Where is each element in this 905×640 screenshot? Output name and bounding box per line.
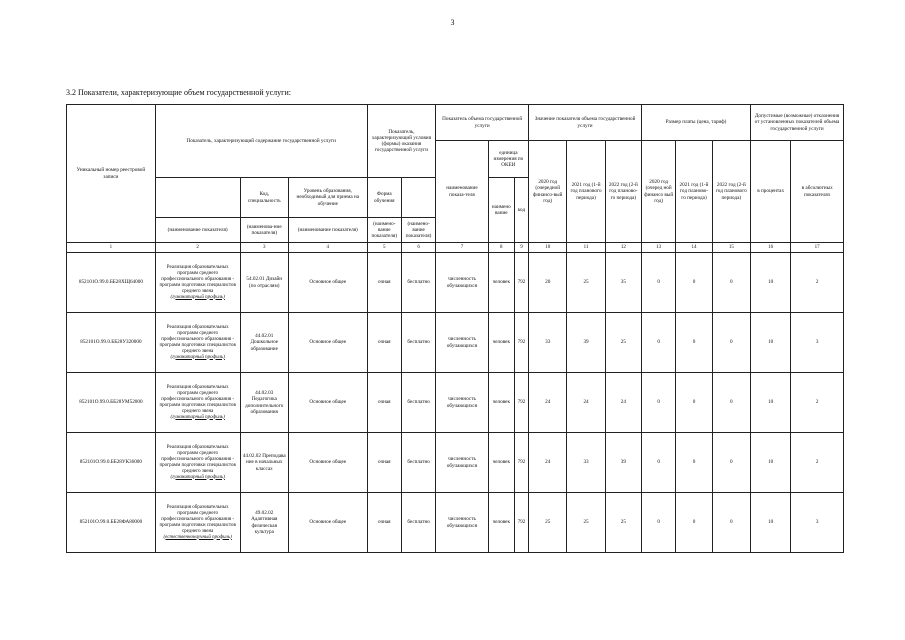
column-number: 3 xyxy=(240,243,288,253)
deviation-percent: 10 xyxy=(751,493,791,553)
header-blank-conditions xyxy=(401,178,435,218)
column-number: 10 xyxy=(529,243,567,253)
header-specialty: Код, специальность xyxy=(240,178,288,218)
fee-2020: 0 xyxy=(642,373,676,433)
education-level-cell: Основное общее xyxy=(288,373,367,433)
value-2021: 25 xyxy=(567,493,605,553)
column-number: 12 xyxy=(605,243,641,253)
unit-cell: человек xyxy=(488,253,514,313)
okei-code-cell: 792 xyxy=(514,493,528,553)
fee-2022: 0 xyxy=(712,253,750,313)
header-blank-content xyxy=(155,178,240,218)
deviation-absolute: 3 xyxy=(791,493,844,553)
header-conditions-group: Показатель, характеризующий условия (формы) оказания государственной услуги xyxy=(367,105,436,178)
value-2020: 25 xyxy=(529,493,567,553)
form-cell: очная xyxy=(367,253,401,313)
header-registry: Уникальный номер реестровой записи xyxy=(67,105,156,243)
header-unit: единица измерения по ОКЕИ xyxy=(488,141,528,178)
header-content-group: Показатель, характеризующий содержание государственной услуги xyxy=(155,105,367,178)
fee-2020: 0 xyxy=(642,433,676,493)
section-heading: 3.2 Показатели, характеризующие объем государственной услуги: xyxy=(66,88,291,97)
column-number: 9 xyxy=(514,243,528,253)
column-number: 15 xyxy=(712,243,750,253)
header-vol-name: наименование показа-теля xyxy=(436,141,488,243)
service-name: Реализация образовательных программ среднего профессионального образования - программ подготовки специалистов среднего звена xyxy=(159,384,236,414)
volume-indicators-table xyxy=(66,104,844,553)
deviation-absolute: 2 xyxy=(791,433,844,493)
deviation-absolute: 3 xyxy=(791,313,844,373)
column-number: 5 xyxy=(367,243,401,253)
fee-cell: бесплатно xyxy=(401,373,435,433)
service-name: Реализация образовательных программ среднего профессионального образования - программ подготовки специалистов среднего звена xyxy=(159,444,236,474)
value-2020: 24 xyxy=(529,433,567,493)
header-y2022-values: 2022 год (2-й год планово-го периода) xyxy=(605,141,641,243)
deviation-absolute: 2 xyxy=(791,373,844,433)
service-cell xyxy=(155,313,240,373)
column-number: 8 xyxy=(488,243,514,253)
indicator-cell: численность обучающихся xyxy=(436,433,488,493)
fee-2021: 0 xyxy=(676,253,712,313)
fee-2022: 0 xyxy=(712,433,750,493)
specialty-cell: 44.02.02 Преподава ние в начальных классах xyxy=(240,433,288,493)
value-2022: 39 xyxy=(605,433,641,493)
header-sub-name-5: (наимено-вание показателя) xyxy=(401,218,435,243)
service-name: Реализация образовательных программ среднего профессионального образования - программ подготовки специалистов среднего звена xyxy=(159,324,236,354)
deviation-percent: 10 xyxy=(751,433,791,493)
value-2022: 24 xyxy=(605,373,641,433)
header-y2021-values: 2021 год (1-й год планового периода) xyxy=(567,141,605,243)
service-profile: (гуманитарный профиль) xyxy=(170,354,225,360)
unit-cell: человек xyxy=(488,373,514,433)
column-number: 7 xyxy=(436,243,488,253)
fee-2020: 0 xyxy=(642,253,676,313)
okei-code-cell: 792 xyxy=(514,313,528,373)
registry-code: 852101О.99.0.ББ28ХЩ64000 xyxy=(67,253,156,313)
column-number: 2 xyxy=(155,243,240,253)
specialty-cell: 54.02.01 Дизайн (по отраслям) xyxy=(240,253,288,313)
value-2022: 25 xyxy=(605,493,641,553)
column-number: 6 xyxy=(401,243,435,253)
header-form: Форма обучения xyxy=(367,178,401,218)
table-row xyxy=(67,433,844,493)
service-cell xyxy=(155,493,240,553)
fee-2022: 0 xyxy=(712,493,750,553)
table-row xyxy=(67,373,844,433)
value-2020: 33 xyxy=(529,313,567,373)
fee-2022: 0 xyxy=(712,373,750,433)
column-number: 17 xyxy=(791,243,844,253)
service-profile: (гуманитарный профиль) xyxy=(170,414,225,420)
indicator-cell: численность обучающихся xyxy=(436,253,488,313)
value-2022: 25 xyxy=(605,313,641,373)
deviation-percent: 10 xyxy=(751,373,791,433)
unit-cell: человек xyxy=(488,433,514,493)
indicator-cell: численность обучающихся xyxy=(436,313,488,373)
service-cell xyxy=(155,253,240,313)
fee-2021: 0 xyxy=(676,493,712,553)
table-row xyxy=(67,253,844,313)
education-level-cell: Основное общее xyxy=(288,253,367,313)
fee-cell: бесплатно xyxy=(401,493,435,553)
table-body xyxy=(67,253,844,553)
service-cell xyxy=(155,373,240,433)
okei-code-cell: 792 xyxy=(514,433,528,493)
header-unit-code: код xyxy=(514,178,528,243)
header-sub-name-3: (наименование показателя) xyxy=(288,218,367,243)
fee-2020: 0 xyxy=(642,313,676,373)
form-cell: очная xyxy=(367,433,401,493)
header-deviation-group: Допустимые (возможные) отклонения от установленных показателей объема государственной услуги xyxy=(751,105,844,141)
header-y2020-values: 2020 год (очередной финансо-вый год) xyxy=(529,141,567,243)
okei-code-cell: 792 xyxy=(514,373,528,433)
header-in-percent: в процентах xyxy=(751,141,791,243)
value-2020: 24 xyxy=(529,373,567,433)
column-number: 13 xyxy=(642,243,676,253)
specialty-cell: 49.02.02 Адаптивная физическая культура xyxy=(240,493,288,553)
table-row xyxy=(67,493,844,553)
value-2022: 35 xyxy=(605,253,641,313)
table-row xyxy=(67,313,844,373)
column-number: 1 xyxy=(67,243,156,253)
fee-2021: 0 xyxy=(676,373,712,433)
header-sub-name-4: (наимено-вание показателя) xyxy=(367,218,401,243)
service-name: Реализация образовательных программ среднего профессионального образования - программ подготовки специалистов среднего звена xyxy=(159,504,236,534)
header-unit-name: наименование xyxy=(488,178,514,243)
header-y2022-fee: 2022 год (2-й год планового периода) xyxy=(712,141,750,243)
fee-cell: бесплатно xyxy=(401,313,435,373)
deviation-absolute: 2 xyxy=(791,253,844,313)
registry-code: 852101О.99.0.ББ28УК36000 xyxy=(67,433,156,493)
registry-code: 852101О.99.0.ББ28УЗ20000 xyxy=(67,313,156,373)
unit-cell: человек xyxy=(488,313,514,373)
header-volume-group: Показатель объема государственной услуги xyxy=(436,105,529,141)
fee-cell: бесплатно xyxy=(401,253,435,313)
value-2021: 24 xyxy=(567,373,605,433)
education-level-cell: Основное общее xyxy=(288,493,367,553)
fee-2020: 0 xyxy=(642,493,676,553)
service-profile: (гуманитарный профиль) xyxy=(170,294,225,300)
specialty-cell: 44.02.03 Педагогика дополнительного образования xyxy=(240,373,288,433)
deviation-percent: 10 xyxy=(751,313,791,373)
header-sub-name-1: (наименование показателя) xyxy=(155,218,240,243)
header-y2020-fee: 2020 год (очеред ной финансо вый год) xyxy=(642,141,676,243)
fee-2022: 0 xyxy=(712,313,750,373)
page-number: 3 xyxy=(450,18,455,27)
column-number: 14 xyxy=(676,243,712,253)
value-2021: 25 xyxy=(567,253,605,313)
header-y2021-fee: 2021 год (1-й год планово-го периода) xyxy=(676,141,712,243)
form-cell: очная xyxy=(367,373,401,433)
column-numbers-row xyxy=(67,243,844,253)
fee-cell: бесплатно xyxy=(401,433,435,493)
registry-code: 852101О.99.0.ББ28УМ52000 xyxy=(67,373,156,433)
deviation-percent: 10 xyxy=(751,253,791,313)
form-cell: очная xyxy=(367,493,401,553)
indicator-cell: численность обучающихся xyxy=(436,373,488,433)
column-number: 11 xyxy=(567,243,605,253)
header-sub-name-2: (наименова-ние показателя) xyxy=(240,218,288,243)
fee-2021: 0 xyxy=(676,433,712,493)
unit-cell: человек xyxy=(488,493,514,553)
header-in-absolute: в абсолютных показателях xyxy=(791,141,844,243)
value-2020: 20 xyxy=(529,253,567,313)
column-number: 4 xyxy=(288,243,367,253)
specialty-cell: 44.02.01 Дошкольное образование xyxy=(240,313,288,373)
header-values-group: Значение показателя объема государственной услуги xyxy=(529,105,642,141)
value-2021: 33 xyxy=(567,433,605,493)
education-level-cell: Основное общее xyxy=(288,313,367,373)
fee-2021: 0 xyxy=(676,313,712,373)
header-fee-group: Размер платы (цена, тариф) xyxy=(642,105,751,141)
education-level-cell: Основное общее xyxy=(288,433,367,493)
value-2021: 39 xyxy=(567,313,605,373)
service-profile: (гуманитарный профиль) xyxy=(170,474,225,480)
registry-code: 852101О.99.0.ББ28ФА80000 xyxy=(67,493,156,553)
service-cell xyxy=(155,433,240,493)
indicator-cell: численность обучающихся xyxy=(436,493,488,553)
service-profile: (естественнонаучный профиль) xyxy=(163,534,232,540)
column-number: 16 xyxy=(751,243,791,253)
header-education-level: Уровень образования, необходимый для приема на обучение xyxy=(288,178,367,218)
okei-code-cell: 792 xyxy=(514,253,528,313)
form-cell: очная xyxy=(367,313,401,373)
service-name: Реализация образовательных программ среднего профессионального образования - программ подготовки специалистов среднего звена xyxy=(159,264,236,294)
